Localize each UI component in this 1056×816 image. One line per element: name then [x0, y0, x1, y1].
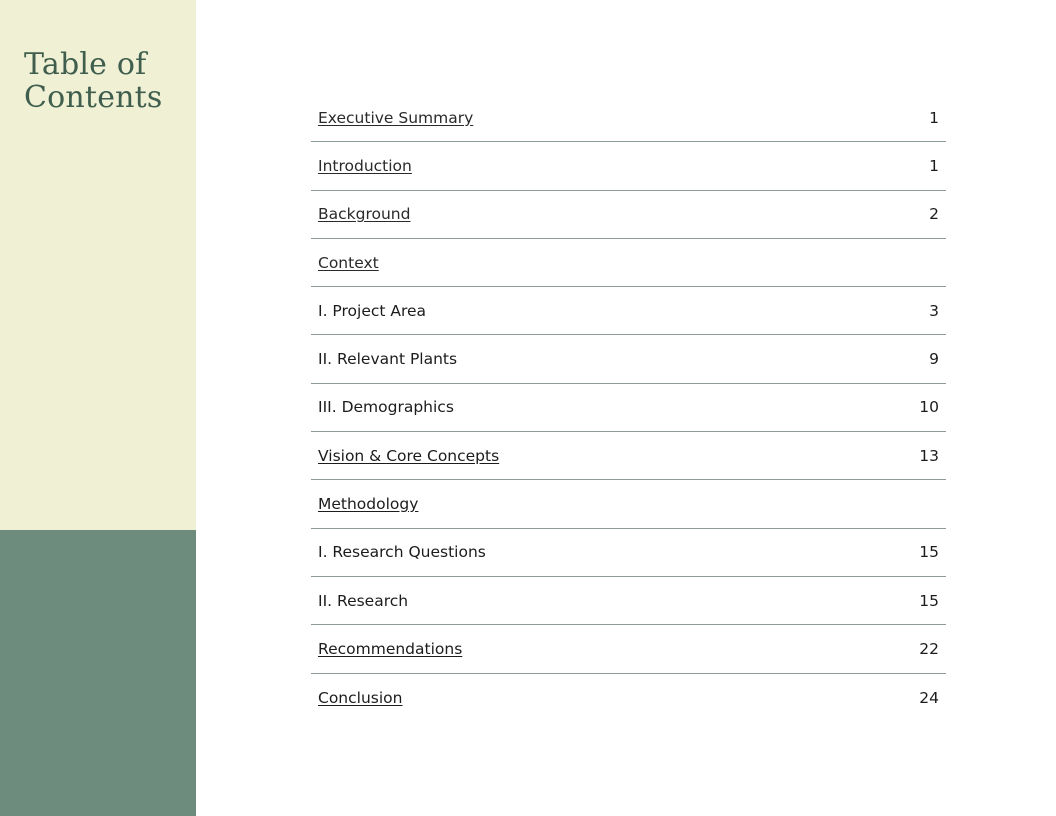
page-title: Table of Contents	[24, 47, 163, 115]
toc-page-number: 1	[929, 108, 939, 127]
toc-row	[311, 577, 946, 625]
toc-entry-label: I. Project Area	[318, 301, 427, 320]
toc-entry-link[interactable]: Background	[318, 205, 411, 224]
toc-row[interactable]	[311, 239, 946, 287]
toc-entry-link[interactable]: Conclusion	[318, 688, 403, 707]
sidebar-top-panel	[0, 0, 196, 530]
toc-entry-label: I. Research Questions	[318, 543, 486, 562]
toc-entry-link[interactable]: Context	[318, 253, 379, 272]
toc-table	[311, 94, 946, 722]
toc-entry-label: III. Demographics	[318, 398, 454, 417]
toc-page-number: 15	[919, 543, 939, 562]
toc-page-number: 3	[929, 301, 939, 320]
toc-entry-link[interactable]: Methodology	[318, 495, 419, 514]
toc-page-number: 9	[929, 350, 939, 369]
toc-page-number: 24	[919, 688, 939, 707]
toc-row	[311, 529, 946, 577]
toc-page-number: 15	[919, 591, 939, 610]
toc-row	[311, 335, 946, 383]
toc-row[interactable]	[311, 142, 946, 190]
toc-page-number: 13	[919, 446, 939, 465]
toc-page-number: 22	[919, 639, 939, 658]
toc-page-number: 1	[929, 156, 939, 175]
toc-row[interactable]	[311, 625, 946, 673]
toc-row	[311, 384, 946, 432]
toc-entry-label: II. Relevant Plants	[318, 350, 458, 369]
toc-entry-link[interactable]: Vision & Core Concepts	[318, 446, 500, 465]
toc-row[interactable]	[311, 432, 946, 480]
toc-page-number: 10	[919, 398, 939, 417]
toc-entry-link[interactable]: Introduction	[318, 156, 412, 175]
toc-row[interactable]	[311, 480, 946, 528]
toc-entry-link[interactable]: Recommendations	[318, 639, 463, 658]
toc-page-number: 2	[929, 205, 939, 224]
toc-entry-link[interactable]: Executive Summary	[318, 108, 474, 127]
toc-row[interactable]	[311, 191, 946, 239]
toc-row[interactable]	[311, 94, 946, 142]
toc-row	[311, 287, 946, 335]
sidebar-bottom-panel	[0, 530, 196, 816]
toc-entry-label: II. Research	[318, 591, 409, 610]
toc-row[interactable]	[311, 674, 946, 722]
